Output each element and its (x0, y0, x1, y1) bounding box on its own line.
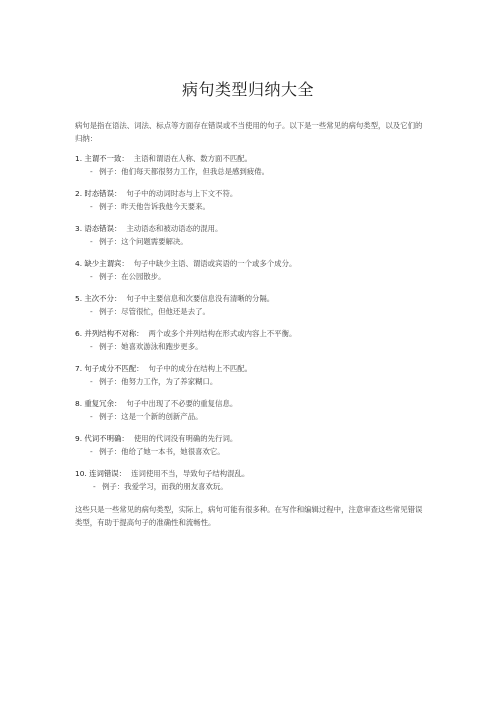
intro-paragraph: 病句是指在语法、词法、标点等方面存在错误或不当使用的句子。以下是一些常见的病句类型，以及它们的归纳： (75, 121, 423, 143)
list-item-example (75, 305, 423, 318)
list-item (75, 257, 423, 283)
example-dash: - (90, 202, 93, 211)
example-text: 例子：她喜欢游泳和跑步更多。 (99, 342, 203, 351)
item-list (75, 152, 423, 493)
example-dash: - (90, 342, 93, 351)
list-item-heading (75, 222, 423, 235)
list-item-example (75, 375, 423, 388)
example-dash: - (90, 167, 93, 176)
list-item-description: 连词使用不当，导致句子结构混乱。 (131, 469, 250, 478)
example-text: 例子：这个问题需要解决。 (99, 237, 188, 246)
list-item (75, 292, 423, 318)
example-dash: - (90, 307, 93, 316)
list-item (75, 152, 423, 178)
list-item-label: 10. 连词错误： (75, 469, 127, 478)
example-dash: - (90, 237, 93, 246)
example-text: 例子：这是一个新的创新产品。 (99, 412, 203, 421)
list-item (75, 467, 423, 493)
list-item-label: 6. 并列结构不对称： (75, 329, 144, 338)
list-item-description: 使用的代词没有明确的先行词。 (133, 434, 238, 443)
list-item-example (75, 340, 423, 353)
conclusion-paragraph: 这些只是一些常见的病句类型，实际上，病句可能有很多种。在写作和编辑过程中，注意审查这些常见错误类型，有助于提高句子的准确性和流畅性。 (75, 505, 423, 527)
example-text: 例子：在公园散步。 (99, 272, 166, 281)
list-item-description: 句子中的成分在结构上不匹配。 (148, 364, 253, 373)
list-item (75, 397, 423, 423)
list-item (75, 362, 423, 388)
list-item-heading (75, 187, 423, 200)
list-item-description: 句子中的动词时态与上下文不符。 (126, 189, 238, 198)
example-dash: - (93, 482, 96, 491)
document-title: 病句类型归纳大全 (181, 80, 314, 99)
list-item-label: 7. 句子成分不匹配： (75, 364, 144, 373)
list-item-heading (75, 292, 423, 305)
example-text: 例子：尽管很忙，但他还是去了。 (99, 307, 210, 316)
list-item-description: 句子中出现了不必要的重复信息。 (126, 399, 238, 408)
list-item-example (75, 165, 423, 178)
list-item-example (75, 235, 423, 248)
list-item-description: 两个或多个并列结构在形式或内容上不平衡。 (148, 329, 297, 338)
example-dash: - (90, 272, 93, 281)
list-item-heading (75, 397, 423, 410)
list-item-label: 2. 时态错误： (75, 189, 122, 198)
list-item-example (75, 410, 423, 423)
list-item-label: 1. 主谓不一致： (75, 154, 129, 163)
example-text: 例子：他给了她一本书，她很喜欢它。 (99, 447, 225, 456)
example-dash: - (90, 412, 93, 421)
example-dash: - (90, 447, 93, 456)
list-item-example (75, 480, 423, 493)
list-item-example (75, 200, 423, 213)
example-text: 例子：昨天他告诉我他今天要来。 (99, 202, 210, 211)
list-item (75, 222, 423, 248)
list-item-description: 主语和谓语在人称、数方面不匹配。 (133, 154, 253, 163)
list-item-description: 主动语态和被动语态的混用。 (126, 224, 223, 233)
document-body (75, 119, 423, 529)
example-text: 例子：他们每天都很努力工作，但我总是感到疲倦。 (99, 167, 269, 176)
list-item-heading (75, 432, 423, 445)
list-item-description: 句子中主要信息和次要信息没有清晰的分隔。 (126, 294, 275, 303)
list-item (75, 327, 423, 353)
list-item-heading (75, 152, 423, 165)
list-item-label: 8. 重复冗余： (75, 399, 122, 408)
example-text: 例子：我爱学习，而我的朋友喜欢玩。 (102, 482, 228, 491)
list-item-label: 9. 代词不明确： (75, 434, 129, 443)
list-item-heading (75, 327, 423, 340)
list-item-heading (75, 257, 423, 270)
list-item-heading (75, 362, 423, 375)
list-item-example (75, 445, 423, 458)
example-dash: - (90, 377, 93, 386)
list-item-heading (75, 467, 423, 480)
list-item (75, 187, 423, 213)
list-item-label: 5. 主次不分： (75, 294, 122, 303)
list-item-example (75, 270, 423, 283)
list-item-label: 3. 语态错误： (75, 224, 122, 233)
example-text: 例子：他努力工作，为了养家糊口。 (99, 377, 218, 386)
list-item (75, 432, 423, 458)
list-item-description: 句子中缺少主语、谓语或宾语的一个或多个成分。 (133, 259, 297, 268)
list-item-label: 4. 缺少主谓宾： (75, 259, 129, 268)
